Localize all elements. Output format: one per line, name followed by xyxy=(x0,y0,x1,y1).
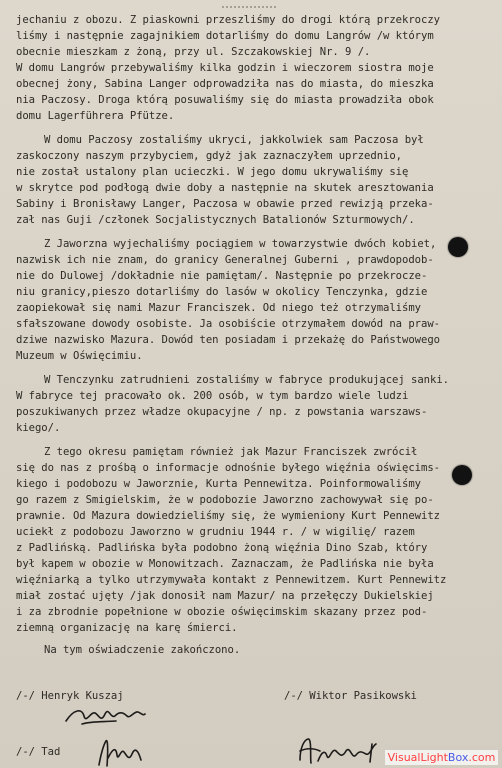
text-line: nia Paczosy. Droga którą posuwaliśmy się do miasta prowadziła obok xyxy=(16,94,434,106)
text-line: nie do Dulowej /dokładnie nie pamiętam/. Następnie po przekrocze- xyxy=(16,270,428,282)
text-line: ziemną organizację na karę śmierci. xyxy=(16,622,238,634)
cut-off-line: /-/ Tad xyxy=(16,746,61,758)
text-line: poszukiwanych przez władze okupacyjne / np. z powstania warszaws- xyxy=(16,406,428,418)
text-line: zaopiekował się nami Mazur Franciszek. Od niego też otrzymaliśmy xyxy=(16,302,421,314)
text-line: sfałszowane dowody osobiste. Ja osobiście otrzymałem dowód na praw- xyxy=(16,318,440,330)
text-line: Z Jaworzna wyjechaliśmy pociągiem w towarzystwie dwóch kobiet, xyxy=(44,238,437,250)
text-line: i za zbrodnie popełnione w obozie oświęcimskim skazany przez pod- xyxy=(16,606,428,618)
text-line: w skrytce pod podłogą dwie doby a następnie na skutek aresztowania xyxy=(16,182,434,194)
punch-hole xyxy=(452,465,472,485)
watermark: VisualLightBox.com xyxy=(385,750,498,765)
text-line: dziwe nazwisko Mazura. Dowód ten posiadam i przekażę do Państwowego xyxy=(16,334,440,346)
text-line: W fabryce tej pracowało ok. 200 osób, w tym bardzo wiele ludzi xyxy=(16,390,409,402)
text-line: zał nas Guji /członek Socjalistycznych Batalionów Szturmowych/. xyxy=(16,214,415,226)
text-line: /-/ Henryk Kuszaj xyxy=(16,690,124,702)
text-line: kiego i podobozu w Jaworznie, Kurta Pennewitza. Poinformowaliśmy xyxy=(16,478,421,490)
text-line: zaskoczony naszym przybyciem, gdyż jak zaznaczyłem uprzednio, xyxy=(16,150,403,162)
text-line: liśmy i następnie zagajnikiem dotarliśmy do domu Langrów /w którym xyxy=(16,30,434,42)
text-line: /-/ Wiktor Pasikowski xyxy=(284,690,417,702)
text-line: nie został ustalony plan ucieczki. W jego domu ukrywaliśmy się xyxy=(16,166,409,178)
text-line: prawnie. Od Mazura dowiedzieliśmy się, że wymieniony Kurt Pennewitz xyxy=(16,510,440,522)
text-line: Sabiny i Bronisławy Langer, Paczosa w obawie przed rewizją przeka- xyxy=(16,198,434,210)
text-line: go razem z Smigielskim, że w podobozie Jaworzno zachowywał się po- xyxy=(16,494,434,506)
text-line: uciekł z podobozu Jaworzno w grudniu 1944 r. / w wigilię/ razem xyxy=(16,526,415,538)
text-line: niu granicy,pieszo dotarliśmy do lasów w okolicy Tenczynka, gdzie xyxy=(16,286,428,298)
text-line: z Padlińską. Padlińska była podobno żoną więźnia Dino Szab, który xyxy=(16,542,428,554)
text-line: nazwisk ich nie znam, do granicy Generalnej Guberni , prawdopodob- xyxy=(16,254,434,266)
text-line: kiego/. xyxy=(16,422,61,434)
text-line: jechaniu z obozu. Z piaskowni przeszliśmy do drogi którą przekroczy xyxy=(16,14,440,26)
text-line: W domu Paczosy zostaliśmy ukryci, jakkolwiek sam Paczosa był xyxy=(44,134,424,146)
text-line: domu Lagerführera Pfütze. xyxy=(16,110,175,122)
signature-kuszaj xyxy=(64,703,146,731)
text-line: się do nas z prośbą o informacje odnośnie byłego więźnia oświęcims- xyxy=(16,462,440,474)
text-line: Muzeum w Oświęcimiu. xyxy=(16,350,143,362)
text-line: obecnie mieszkam z żoną, przy ul. Szczakowskiej Nr. 9 /. xyxy=(16,46,371,58)
text-line: był kapem w obozie w Monowitzach. Zaznaczam, że Padlińska nie była xyxy=(16,558,434,570)
text-line: miał zostać ujęty /jak donosił nam Mazur/ na przełęczy Dukielskiej xyxy=(16,590,434,602)
text-line: Na tym oświadczenie zakończono. xyxy=(44,644,241,656)
text-line: W Tenczynku zatrudnieni zostaliśmy w fabryce produkującej sanki. xyxy=(44,374,449,386)
signature-pasikowski xyxy=(296,734,382,768)
text-line: Z tego okresu pamiętam również jak Mazur Franciszek zwrócił xyxy=(44,446,418,458)
text-line: W domu Langrów przebywaliśmy kilka godzin i wieczorem siostra moje xyxy=(16,62,434,74)
signature-fragment xyxy=(96,738,144,768)
text-line: obecnej żony, Sabina Langer odprowadziła nas do miasta, do mieszka xyxy=(16,78,434,90)
punch-hole xyxy=(448,237,468,257)
text-line: więźniarką a tylko utrzymywała kontakt z Pennewitzem. Kurt Pennewitz xyxy=(16,574,447,586)
